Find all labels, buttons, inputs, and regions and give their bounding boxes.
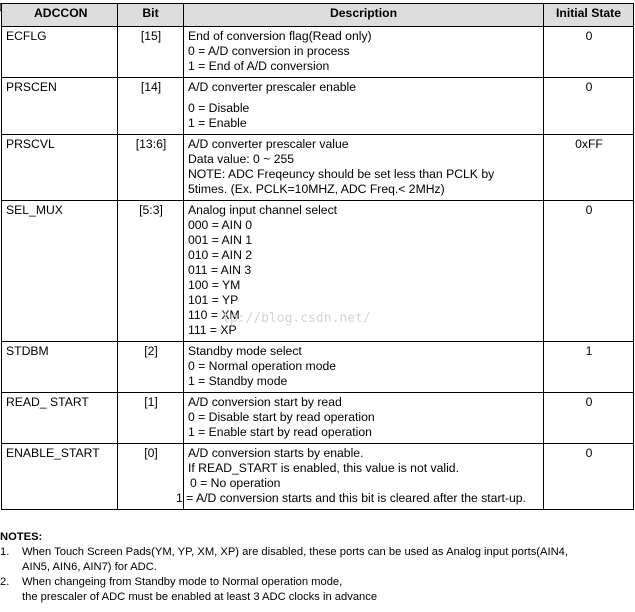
table-row — [2, 393, 634, 444]
field-bit: [0] — [118, 444, 184, 510]
notes-title: NOTES: — [0, 531, 43, 543]
field-description — [184, 201, 544, 342]
table-row — [2, 78, 634, 135]
description-line: 1 = A/D conversion starts and this bit is cleared after the start-up. — [176, 491, 526, 505]
description-line: Standby mode select — [188, 344, 302, 358]
description-line: 0 = Normal operation mode — [188, 359, 337, 373]
note-line: When Touch Screen Pads(YM, YP, XM, XP) are disabled, these ports can be used as Analog input ports(AIN4, — [22, 546, 569, 558]
description-line: Analog input channel select — [188, 203, 338, 217]
field-description — [184, 78, 544, 135]
description-line: 0 = Disable — [188, 101, 250, 115]
field-description — [184, 393, 544, 444]
description-line: If READ_START is enabled, this value is not valid. — [188, 461, 459, 475]
table-row — [2, 201, 634, 342]
description-line: A/D converter prescaler value — [188, 137, 349, 151]
description-line: 101 = YP — [188, 293, 239, 307]
field-initial-state: 0 — [544, 444, 634, 510]
note-number: 2. — [0, 576, 10, 588]
field-bit: [5:3] — [118, 201, 184, 342]
field-bit: [13:6] — [118, 135, 184, 201]
description-line: A/D converter prescaler enable — [188, 80, 357, 94]
note-item — [0, 575, 630, 605]
field-description — [176, 444, 544, 510]
table-header-row — [2, 4, 634, 27]
field-name: STDBM — [2, 342, 118, 393]
description-line: 1 = Enable start by read operation — [188, 425, 372, 439]
field-description — [184, 135, 544, 201]
description-line: Data value: 0 ~ 255 — [188, 152, 295, 166]
description-line: 1 = Enable — [188, 116, 247, 130]
description-line: 110 = XM — [188, 308, 240, 322]
field-bit: [1] — [118, 393, 184, 444]
field-initial-state: 0 — [544, 201, 634, 342]
note-body — [22, 545, 630, 575]
field-description — [184, 27, 544, 78]
field-initial-state: 1 — [544, 342, 634, 393]
description-line: 000 = AIN 0 — [188, 218, 253, 232]
field-name: READ_ START — [2, 393, 118, 444]
note-number: 1. — [0, 546, 10, 558]
field-bit: [14] — [118, 78, 184, 135]
description-line: A/D conversion start by read — [188, 395, 342, 409]
table-row — [2, 342, 634, 393]
field-initial-state: 0 — [544, 27, 634, 78]
description-line: 1 = End of A/D conversion — [188, 59, 330, 73]
field-name: PRSCVL — [2, 135, 118, 201]
header-initial-state: Initial State — [544, 4, 634, 27]
note-line: the prescaler of ADC must be enabled at least 3 ADC clocks in advance — [22, 591, 378, 603]
field-name: ECFLG — [2, 27, 118, 78]
description-line: 0 = A/D conversion in process — [188, 44, 350, 58]
header-bit: Bit — [118, 4, 184, 27]
description-line: 5times. (Ex. PCLK=10MHZ, ADC Freq.< 2MHz) — [188, 182, 445, 196]
field-initial-state: 0 — [544, 393, 634, 444]
description-line: 1 = Standby mode — [188, 374, 288, 388]
description-line: 010 = AIN 2 — [188, 248, 253, 262]
description-line: 001 = AIN 1 — [188, 233, 253, 247]
note-body — [22, 575, 630, 605]
field-name: ENABLE_START — [2, 444, 118, 510]
note-line: AIN5, AIN6, AIN7) for ADC. — [22, 561, 157, 573]
notes-section — [0, 530, 630, 605]
table-row — [2, 27, 634, 78]
description-line: 100 = YM — [188, 278, 241, 292]
table-row — [2, 444, 634, 510]
table-row — [2, 135, 634, 201]
adccon-register-table — [1, 3, 634, 510]
header-register-name: ADCCON — [2, 4, 118, 27]
field-bit: [15] — [118, 27, 184, 78]
note-item — [0, 545, 630, 575]
field-name: PRSCEN — [2, 78, 118, 135]
field-name: SEL_MUX — [2, 201, 118, 342]
description-line: NOTE: ADC Freqeuncy should be set less than PCLK by — [188, 167, 495, 181]
watermark: tp://blog.csdn.net/ — [222, 311, 371, 326]
header-description: Description — [184, 4, 544, 27]
description-line: A/D conversion starts by enable. — [188, 446, 364, 460]
description-line: 0 = Disable start by read operation — [188, 410, 375, 424]
description-line: 011 = AIN 3 — [188, 263, 252, 277]
note-line: When changeing from Standby mode to Normal operation mode, — [22, 576, 343, 588]
field-initial-state: 0 — [544, 78, 634, 135]
description-line: 0 = No operation — [190, 476, 281, 490]
description-line: 111 = XP — [188, 323, 237, 337]
description-line: End of conversion flag(Read only) — [188, 29, 372, 43]
field-description — [184, 342, 544, 393]
field-bit: [2] — [118, 342, 184, 393]
field-initial-state: 0xFF — [544, 135, 634, 201]
